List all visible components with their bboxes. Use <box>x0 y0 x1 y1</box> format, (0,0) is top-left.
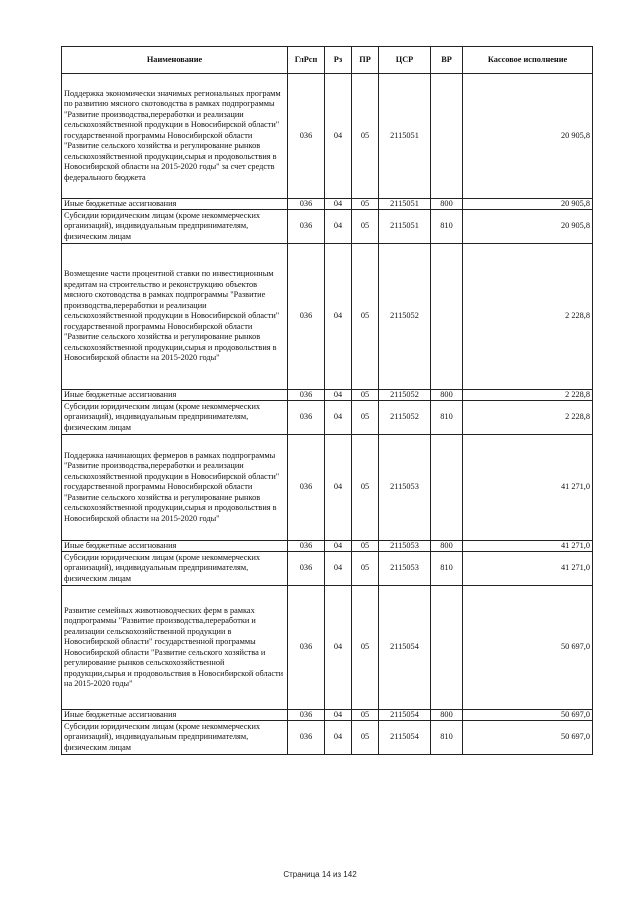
cell-csr: 2115051 <box>379 210 431 244</box>
header-csr: ЦСР <box>379 47 431 74</box>
cell-pr: 05 <box>352 435 379 541</box>
cell-vr: 810 <box>431 210 463 244</box>
header-glrsp: ГлРсп <box>288 47 325 74</box>
cell-vr: 800 <box>431 541 463 552</box>
cell-pr: 05 <box>352 199 379 210</box>
cell-glrsp: 036 <box>288 435 325 541</box>
cell-rz: 04 <box>325 74 352 199</box>
cell-name: Поддержка экономически значимых региональных программ по развитию мясного скотоводства в рамках подпрограммы "Развитие производства,переработки и реализации сельскохозяйственной продукции в Новосибирской области" государственной программы Новосибирской области "Развитие сельского хозяйства и регулирование рынков сельскохозяйственной продукции,сырья и продовольствия в Новосибирской области на 2015-2020 годы" за счет средств федерального бюджета <box>62 74 288 199</box>
cell-amount: 41 271,0 <box>463 541 593 552</box>
cell-rz: 04 <box>325 710 352 721</box>
cell-amount: 50 697,0 <box>463 586 593 710</box>
cell-name: Субсидии юридическим лицам (кроме некоммерческих организаций), индивидуальным предпринимателям, физическим лицам <box>62 721 288 755</box>
table-row <box>62 199 593 210</box>
header-rz: Рз <box>325 47 352 74</box>
cell-pr: 05 <box>352 210 379 244</box>
cell-csr: 2115051 <box>379 74 431 199</box>
cell-name: Иные бюджетные ассигнования <box>62 710 288 721</box>
header-pr: ПР <box>352 47 379 74</box>
cell-glrsp: 036 <box>288 541 325 552</box>
cell-name: Иные бюджетные ассигнования <box>62 541 288 552</box>
cell-vr: 800 <box>431 199 463 210</box>
table-row <box>62 721 593 755</box>
cell-vr: 800 <box>431 710 463 721</box>
cell-rz: 04 <box>325 721 352 755</box>
cell-glrsp: 036 <box>288 390 325 401</box>
cell-glrsp: 036 <box>288 244 325 390</box>
cell-pr: 05 <box>352 541 379 552</box>
table-row <box>62 210 593 244</box>
cell-csr: 2115053 <box>379 541 431 552</box>
cell-csr: 2115052 <box>379 390 431 401</box>
cell-rz: 04 <box>325 435 352 541</box>
header-name: Наименование <box>62 47 288 74</box>
cell-rz: 04 <box>325 552 352 586</box>
cell-pr: 05 <box>352 710 379 721</box>
cell-glrsp: 036 <box>288 586 325 710</box>
cell-vr: 810 <box>431 552 463 586</box>
budget-table <box>61 46 593 755</box>
cell-csr: 2115053 <box>379 552 431 586</box>
cell-csr: 2115054 <box>379 586 431 710</box>
cell-name: Субсидии юридическим лицам (кроме некоммерческих организаций), индивидуальным предпринимателям, физическим лицам <box>62 552 288 586</box>
cell-rz: 04 <box>325 541 352 552</box>
cell-glrsp: 036 <box>288 210 325 244</box>
cell-vr: 800 <box>431 390 463 401</box>
table-row <box>62 244 593 390</box>
cell-glrsp: 036 <box>288 721 325 755</box>
page-number: Страница 14 из 142 <box>283 870 357 879</box>
cell-vr <box>431 586 463 710</box>
cell-glrsp: 036 <box>288 74 325 199</box>
table-header-row <box>62 47 593 74</box>
table-row <box>62 710 593 721</box>
cell-name: Иные бюджетные ассигнования <box>62 390 288 401</box>
cell-rz: 04 <box>325 390 352 401</box>
table-row <box>62 74 593 199</box>
cell-name: Возмещение части процентной ставки по инвестиционным кредитам на строительство и реконструкцию объектов мясного скотоводства в рамках подпрограммы "Развитие производства,переработки и реализации сельскохозяйственной продукции в Новосибирской области" государственной программы Новосибирской области "Развитие сельского хозяйства и регулирование рынков сельскохозяйственной продукции,сырья и продовольствия в Новосибирской области на 2015-2020 годы" <box>62 244 288 390</box>
table-row <box>62 401 593 435</box>
cell-amount: 2 228,8 <box>463 401 593 435</box>
cell-vr <box>431 74 463 199</box>
cell-pr: 05 <box>352 552 379 586</box>
table-row <box>62 586 593 710</box>
cell-csr: 2115051 <box>379 199 431 210</box>
cell-csr: 2115053 <box>379 435 431 541</box>
table-row <box>62 435 593 541</box>
cell-rz: 04 <box>325 401 352 435</box>
cell-csr: 2115052 <box>379 244 431 390</box>
cell-pr: 05 <box>352 244 379 390</box>
cell-name: Субсидии юридическим лицам (кроме некоммерческих организаций), индивидуальным предпринимателям, физическим лицам <box>62 210 288 244</box>
cell-rz: 04 <box>325 210 352 244</box>
cell-amount: 20 905,8 <box>463 210 593 244</box>
header-amount: Кассовое исполнение <box>463 47 593 74</box>
cell-glrsp: 036 <box>288 401 325 435</box>
cell-vr: 810 <box>431 721 463 755</box>
cell-amount: 50 697,0 <box>463 710 593 721</box>
cell-vr <box>431 244 463 390</box>
cell-amount: 20 905,8 <box>463 74 593 199</box>
cell-name: Развитие семейных животноводческих ферм в рамках подпрограммы "Развитие производства,переработки и реализации сельскохозяйственной продукции в Новосибирской области" государственной программы Новосибирской области "Развитие сельского хозяйства и регулирование рынков сельскохозяйственной продукции,сырья и продовольствия в Новосибирской области на 2015-2020 годы" <box>62 586 288 710</box>
table-row <box>62 541 593 552</box>
cell-vr: 810 <box>431 401 463 435</box>
header-vr: ВР <box>431 47 463 74</box>
cell-rz: 04 <box>325 199 352 210</box>
cell-amount: 2 228,8 <box>463 390 593 401</box>
cell-pr: 05 <box>352 586 379 710</box>
cell-csr: 2115054 <box>379 721 431 755</box>
cell-rz: 04 <box>325 586 352 710</box>
table-row <box>62 552 593 586</box>
cell-pr: 05 <box>352 721 379 755</box>
cell-vr <box>431 435 463 541</box>
table-row <box>62 390 593 401</box>
cell-rz: 04 <box>325 244 352 390</box>
cell-amount: 50 697,0 <box>463 721 593 755</box>
cell-glrsp: 036 <box>288 552 325 586</box>
cell-pr: 05 <box>352 74 379 199</box>
cell-name: Субсидии юридическим лицам (кроме некоммерческих организаций), индивидуальным предпринимателям, физическим лицам <box>62 401 288 435</box>
cell-csr: 2115052 <box>379 401 431 435</box>
cell-amount: 41 271,0 <box>463 552 593 586</box>
cell-pr: 05 <box>352 390 379 401</box>
cell-name: Поддержка начинающих фермеров в рамках подпрограммы "Развитие производства,переработки и реализации сельскохозяйственной продукции в Новосибирской области" государственной программы Новосибирской области "Развитие сельского хозяйства и регулирование рынков сельскохозяйственной продукции,сырья и продовольствия в Новосибирской области на 2015-2020 годы" <box>62 435 288 541</box>
cell-csr: 2115054 <box>379 710 431 721</box>
cell-amount: 2 228,8 <box>463 244 593 390</box>
cell-pr: 05 <box>352 401 379 435</box>
cell-glrsp: 036 <box>288 710 325 721</box>
cell-amount: 41 271,0 <box>463 435 593 541</box>
cell-glrsp: 036 <box>288 199 325 210</box>
cell-amount: 20 905,8 <box>463 199 593 210</box>
cell-name: Иные бюджетные ассигнования <box>62 199 288 210</box>
